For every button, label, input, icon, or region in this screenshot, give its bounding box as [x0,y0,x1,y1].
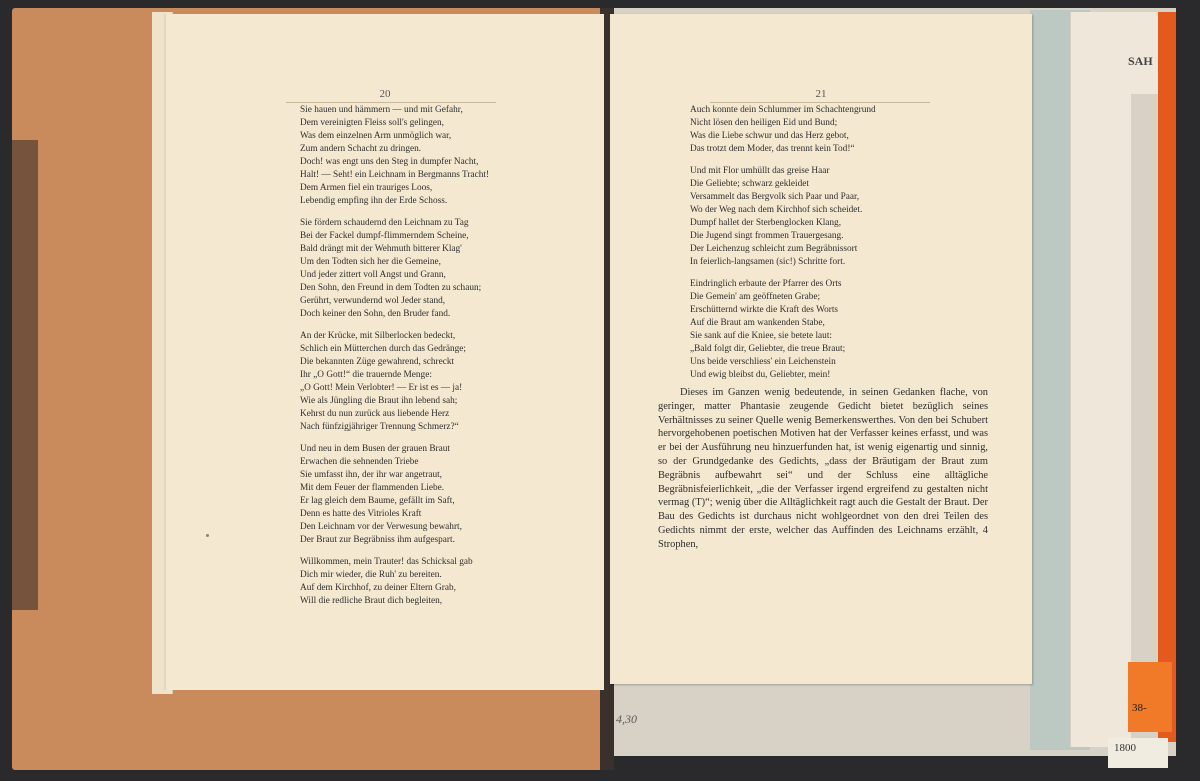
verse-line: Und ewig bleibst du, Geliebter, mein! [690,370,831,380]
stanza [690,278,876,382]
verse-line: Dich mir wieder, die Ruh' zu bereiten. [300,570,442,580]
verse-line: Versammelt das Bergvolk sich Paar und Paar, [690,192,860,202]
verse-line: Schlich ein Mütterchen durch das Gedränge; [300,344,466,354]
verse-line: Was dem einzelnen Arm unmöglich war, [300,131,452,141]
adjacent-pages-stack [1070,12,1131,747]
verse-line: In feierlich-langsamen (sic!) Schritte fort. [690,257,846,267]
verse-line: Auf dem Kirchhof, zu deiner Eltern Grab, [300,583,456,593]
poem-left [300,104,489,617]
orange-label-tab: 38- [1128,662,1172,732]
verse-line: Kehrst du nun zurück aus liebende Herz [300,409,450,419]
verse-line: Doch keiner den Sohn, den Bruder fand. [300,309,451,319]
verse-line: Doch! was engt uns den Steg in dumpfer Nacht, [300,157,479,167]
page-number-rule [710,102,930,103]
verse-line: Zum andern Schacht zu dringen. [300,144,422,154]
verse-line: Bald drängt mit der Wehmuth bitterer Klag' [300,244,462,254]
page-number-rule [286,102,496,103]
stanza [690,104,876,156]
verse-line: Die Geliebte; schwarz gekleidet [690,179,809,189]
poem-right [690,104,876,391]
verse-line: Die Gemein' am geöffneten Grabe; [690,292,821,302]
verse-line: „O Gott! Mein Verlobter! — Er ist es — ja! [300,383,463,393]
stanza [300,217,489,321]
verse-line: Wo der Weg nach dem Kirchhof sich scheidet. [690,205,863,215]
verse-line: An der Krücke, mit Silberlocken bedeckt, [300,331,456,341]
stanza [300,556,489,608]
verse-line: Denn es hatte des Vitrioles Kraft [300,509,422,519]
verse-line: Nicht lösen den heiligen Eid und Bund; [690,118,838,128]
year-note-label: 1800 [1108,738,1168,768]
verse-line: Willkommen, mein Trauter! das Schicksal gab [300,557,473,567]
page-number-right: 21 [815,88,827,100]
left-page [166,14,604,690]
page-number-left: 20 [379,88,391,100]
paper-speck [206,534,209,537]
verse-line: Eindringlich erbaute der Pfarrer des Orts [690,279,842,289]
verse-line: Und mit Flor umhüllt das greise Haar [690,166,830,176]
verse-line: „Bald folgt dir, Geliebter, die treue Braut; [690,344,846,354]
verse-line: Der Braut zur Begräbniss ihm aufgespart. [300,535,455,545]
next-volume-title: SAH [1128,12,1164,94]
orange-spine-strip [1158,12,1176,742]
verse-line: Dem Armen fiel ein trauriges Loos, [300,183,433,193]
verse-line: Den Sohn, den Freund in dem Todten zu schaun; [300,283,482,293]
verse-line: Erschütternd wirkte die Kraft des Worts [690,305,839,315]
verse-line: Dem vereinigten Fleiss soll's gelingen, [300,118,444,128]
right-page [610,14,1032,684]
verse-line: Will die redliche Braut dich begleiten, [300,596,443,606]
verse-line: Und neu in dem Busen der grauen Braut [300,444,451,454]
verse-line: Nach fünfzigjähriger Trennung Schmerz?“ [300,422,459,432]
verse-line: Halt! — Seht! ein Leichnam in Bergmanns Tracht! [300,170,490,180]
verse-line: Sie hauen und hämmern — und mit Gefahr, [300,105,463,115]
verse-line: Gerührt, verwundernd wol Jeder stand, [300,296,446,306]
commentary-text [658,386,988,552]
verse-line: Mit dem Feuer der flammenden Liebe. [300,483,445,493]
stanza [300,104,489,208]
verse-line: Er lag gleich dem Baume, gefällt im Saft, [300,496,455,506]
verse-line: Lebendig empfing ihn der Erde Schoss. [300,196,448,206]
verse-line: Wie als Jüngling die Braut ihn lebend sah; [300,396,458,406]
verse-line: Was die Liebe schwur und das Herz gebot, [690,131,849,141]
verse-line: Sie fördern schaudernd den Leichnam zu Tag [300,218,469,228]
stanza [690,165,876,269]
verse-line: Sie umfasst ihn, der ihr war angetraut, [300,470,442,480]
verse-line: Ihr „O Gott!“ die trauernde Menge: [300,370,432,380]
verse-line: Die Jugend singt frommen Trauergesang. [690,231,844,241]
verse-line: Bei der Fackel dumpf-flimmerndem Scheine, [300,231,469,241]
verse-line: Auch konnte dein Schlummer im Schachtengrund [690,105,876,115]
commentary-paragraph: Dieses im Ganzen wenig bedeutende, in seinen Gedanken flache, von geringer, matter Phantasie zeugende Gedicht bietet bezüglich seines Verhältnisses zu seiner Quelle wenig Bemerkenswerthes. Von den bei Schubert hervorgehobenen poetischen Motiven hat der Verfasser keines erfasst, und was er bei der Ausführung neu hinzuerfunden hat, ist wenig eigenartig und sinnig, so der Grundgedanke des Gedichts, „dass der Bräutigam der Braut zum Begräbnis aufbewahrt sei“ und der Schluss eine alltägliche Begräbnisfeierlichkeit, „die der Verfasser irgend ergreifend zu gestalten nicht vermag (T)“; wenig über die Alltäglichkeit ragt auch die Gestalt der Braut. Der Bau des Gedichts ist durchaus nicht wohlgeordnet von den drei Teilen des Gedichts nimmt der erste, welcher das Auffinden des Leichnams erzählt, 4 Strophen, [658,387,988,550]
verse-line: Dumpf hallet der Sterbenglocken Klang, [690,218,842,228]
verse-line: Der Leichenzug schleicht zum Begräbnissort [690,244,858,254]
verse-line: Die bekannten Züge gewahrend, schreckt [300,357,455,367]
verse-line: Uns beide verschliess' ein Leichenstein [690,357,836,367]
verse-line: Um den Todten sich her die Gemeine, [300,257,441,267]
cover-spine-wear [12,140,38,610]
verse-line: Das trotzt dem Moder, das trennt kein Tod!“ [690,144,855,154]
verse-line: Den Leichnam vor der Verwesung bewahrt, [300,522,462,532]
verse-line: Sie sank auf die Kniee, sie betete laut: [690,331,832,341]
verse-line: Auf die Braut am wankenden Stabe, [690,318,825,328]
pencil-note: 4,30 [616,712,637,726]
verse-line: Und jeder zittert voll Angst und Grann, [300,270,446,280]
stanza [300,443,489,547]
verse-line: Erwachen die sehnenden Triebe [300,457,419,467]
stanza [300,330,489,434]
